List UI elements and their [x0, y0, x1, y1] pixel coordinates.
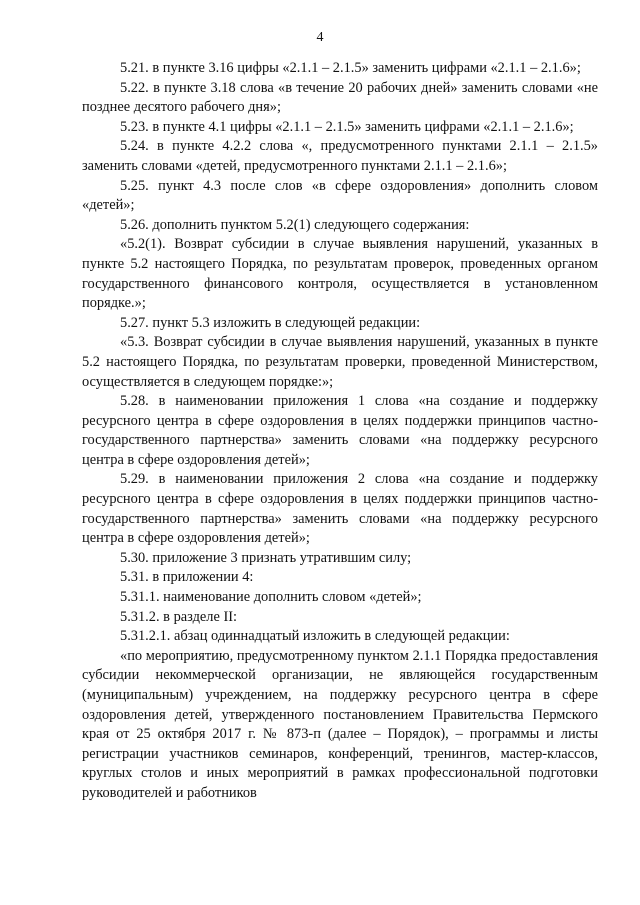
paragraph-5-28: 5.28. в наименовании приложения 1 слова «на создание и поддержку ресурсного центра в сфере оздоровления в целях поддержки принципов частно-государственного партнерства» заменить словами «на поддержку ресурсного центра в сфере оздоровления детей»;	[82, 393, 598, 468]
paragraph-5-31-2: 5.31.2. в разделе II:	[120, 608, 238, 625]
paragraph-5-31-2-1: 5.31.2.1. абзац одиннадцатый изложить в следующей редакции:	[120, 628, 510, 645]
paragraph-5-27: 5.27. пункт 5.3 изложить в следующей редакции:	[120, 314, 421, 331]
paragraph-5-29: 5.29. в наименовании приложения 2 слова «на создание и поддержку ресурсного центра в сфере оздоровления в целях поддержки принципов частно-государственного партнерства» заменить словами «на поддержку ресурсного центра в сфере оздоровления детей»;	[82, 471, 598, 547]
paragraph-5-30: 5.30. приложение 3 признать утратившим силу;	[120, 549, 412, 566]
paragraph-5-24: 5.24. в пункте 4.2.2 слова «, предусмотренного пунктами 2.1.1 – 2.1.5» заменить словами «детей, предусмотренного пунктами 2.1.1 – 2.1.6»;	[82, 138, 598, 174]
paragraph-5-3-text: «5.3. Возврат субсидии в случае выявления нарушений, указанных в пункте 5.2 настоящего Порядка, по результатам проверки, проведенной Министерством, осуществляется в следующем порядке:»;	[82, 334, 598, 390]
document-body	[82, 59, 598, 804]
paragraph-5-22: 5.22. в пункте 3.18 слова «в течение 20 рабочих дней» заменить словами «не позднее десятого рабочего дня»;	[82, 79, 598, 116]
paragraph-5-21: 5.21. в пункте 3.16 цифры «2.1.1 – 2.1.5» заменить цифрами «2.1.1 – 2.1.6»;	[120, 60, 581, 76]
paragraph-5-31: 5.31. в приложении 4:	[120, 569, 254, 586]
paragraph-5-23: 5.23. в пункте 4.1 цифры «2.1.1 – 2.1.5» заменить цифрами «2.1.1 – 2.1.6»;	[120, 118, 574, 135]
page-number: 4	[316, 30, 324, 45]
paragraph-5-31-1: 5.31.1. наименование дополнить словом «детей»;	[120, 589, 422, 606]
paragraph-quoted-text: «по мероприятию, предусмотренному пунктом 2.1.1 Порядка предоставления субсидии некоммерческой организации, не являющейся государственным (муниципальным) учреждением, на поддержку ресурсного центра в сфере оздоровления детей, утвержденного постановлением Правительства Пермского края от 25 октября 2017 г. № 873-п (далее – Порядок), – программы и листы регистрации участников семинаров, конференций, тренингов, мастер-классов, круглых столов и иных мероприятий в рамках профессиональной подготовки руководителей и работников	[82, 647, 598, 801]
paragraph-5-26: 5.26. дополнить пунктом 5.2(1) следующего содержания:	[120, 216, 470, 233]
paragraph-5-25: 5.25. пункт 4.3 после слов «в сфере оздоровления» дополнить словом «детей»;	[82, 177, 598, 214]
paragraph-5-2-1-text: «5.2(1). Возврат субсидии в случае выявления нарушений, указанных в пункте 5.2 настоящего Порядка, по результатам проверок, проведенных органом государственного финансового контроля, осуществляется в установленном порядке.»;	[82, 236, 598, 312]
